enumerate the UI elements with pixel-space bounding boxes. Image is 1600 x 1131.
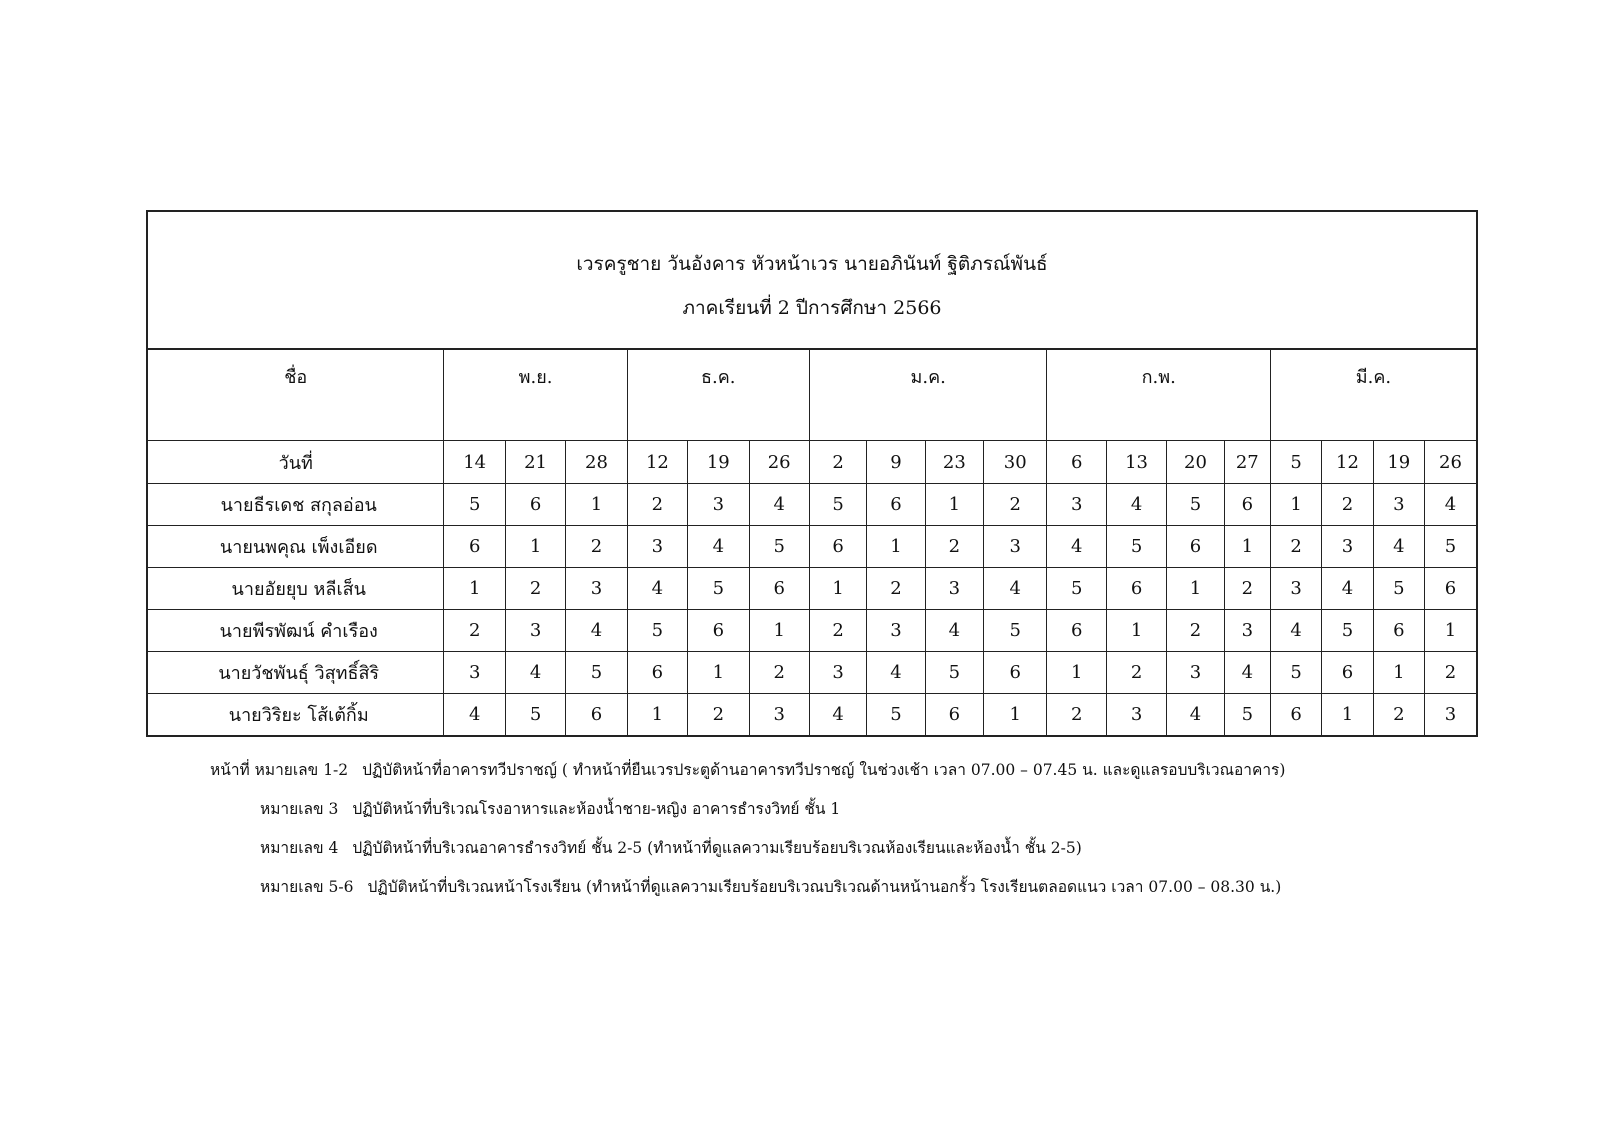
date-cell: 20 (1167, 441, 1224, 484)
duty-number-cell: 2 (627, 484, 687, 526)
duty-number-cell: 3 (688, 484, 749, 526)
note-line-2 (210, 799, 1460, 838)
month-header-row (148, 350, 1476, 441)
table-row (148, 694, 1476, 736)
note-line-4 (210, 877, 1460, 916)
duty-number-cell: 1 (444, 568, 505, 610)
duty-number-cell: 3 (749, 694, 809, 736)
duty-number-cell: 1 (1106, 610, 1166, 652)
duty-number-cell: 1 (627, 694, 687, 736)
duty-number-cell: 3 (627, 526, 687, 568)
duty-number-cell: 6 (1106, 568, 1166, 610)
date-cell: 26 (749, 441, 809, 484)
duty-number-cell: 2 (688, 694, 749, 736)
duty-number-cell: 5 (984, 610, 1047, 652)
note-text-4: ปฏิบัติหน้าที่บริเวณหน้าโรงเรียน (ทำหน้าที่ดูแลความเรียบร้อยบริเวณบริเวณด้านหน้านอกรั้ว โรงเรียนตลอดแนว เวลา 07.00 – 08.30 น.) (367, 878, 1282, 896)
duty-number-cell: 3 (1270, 568, 1321, 610)
duty-number-cell: 4 (1322, 568, 1373, 610)
duty-number-cell: 5 (688, 568, 749, 610)
duty-number-cell: 3 (1373, 484, 1424, 526)
duty-number-cell: 1 (749, 610, 809, 652)
duty-number-cell: 4 (505, 652, 565, 694)
duty-number-cell: 2 (925, 526, 983, 568)
date-cell: 9 (867, 441, 925, 484)
roster-title: เวรครูชาย วันอังคาร หัวหน้าเวร นายอภินันท์ ฐิติภรณ์พันธ์ (576, 253, 1048, 275)
date-cell: 5 (1270, 441, 1321, 484)
duty-number-cell: 2 (1224, 568, 1270, 610)
duty-number-cell: 5 (1224, 694, 1270, 736)
table-row (148, 484, 1476, 526)
date-cell: 28 (566, 441, 627, 484)
duty-number-cell: 6 (1167, 526, 1224, 568)
duty-number-cell: 6 (1270, 694, 1321, 736)
duty-number-cell: 3 (566, 568, 627, 610)
duty-number-cell: 2 (867, 568, 925, 610)
duty-number-cell: 3 (984, 526, 1047, 568)
duty-number-cell: 1 (984, 694, 1047, 736)
duty-number-cell: 3 (505, 610, 565, 652)
duty-number-cell: 2 (444, 610, 505, 652)
duty-number-cell: 1 (809, 568, 866, 610)
date-cell: 27 (1224, 441, 1270, 484)
duty-number-cell: 2 (749, 652, 809, 694)
person-name: นายพีรพัฒน์ คำเรือง (148, 610, 444, 652)
duty-number-cell: 4 (1373, 526, 1424, 568)
duty-number-cell: 6 (1322, 652, 1373, 694)
date-cell: 13 (1106, 441, 1166, 484)
duty-number-cell: 4 (809, 694, 866, 736)
duty-number-cell: 3 (444, 652, 505, 694)
roster-title-block (148, 212, 1476, 350)
duty-number-cell: 5 (867, 694, 925, 736)
duty-number-cell: 4 (444, 694, 505, 736)
person-name: นายธีรเดช สกุลอ่อน (148, 484, 444, 526)
duty-number-cell: 1 (688, 652, 749, 694)
duty-number-cell: 1 (1047, 652, 1106, 694)
duty-number-cell: 6 (627, 652, 687, 694)
duty-number-cell: 3 (1424, 694, 1476, 736)
duty-number-cell: 5 (749, 526, 809, 568)
duty-number-cell: 4 (925, 610, 983, 652)
duty-number-cell: 5 (1373, 568, 1424, 610)
duty-number-cell: 3 (1224, 610, 1270, 652)
duty-number-cell: 6 (1224, 484, 1270, 526)
date-header-row (148, 441, 1476, 484)
duty-number-cell: 1 (1224, 526, 1270, 568)
duty-number-cell: 2 (1424, 652, 1476, 694)
duty-number-cell: 4 (688, 526, 749, 568)
duty-number-cell: 3 (1047, 484, 1106, 526)
note-label-4: หมายเลข 5-6 (260, 878, 354, 896)
duty-number-cell: 4 (1167, 694, 1224, 736)
duty-number-cell: 6 (867, 484, 925, 526)
duty-number-cell: 5 (1322, 610, 1373, 652)
duty-number-cell: 6 (809, 526, 866, 568)
duty-number-cell: 5 (1424, 526, 1476, 568)
duty-number-cell: 2 (1167, 610, 1224, 652)
date-cell: 21 (505, 441, 565, 484)
duty-number-cell: 6 (1373, 610, 1424, 652)
date-cell: 2 (809, 441, 866, 484)
note-text-2: ปฏิบัติหน้าที่บริเวณโรงอาหารและห้องน้ำชาย-หญิง อาคารธำรงวิทย์ ชั้น 1 (352, 800, 841, 818)
duty-number-cell: 5 (1047, 568, 1106, 610)
duty-number-cell: 1 (1373, 652, 1424, 694)
duty-number-cell: 3 (1167, 652, 1224, 694)
duty-number-cell: 5 (1106, 526, 1166, 568)
duty-number-cell: 2 (1047, 694, 1106, 736)
duty-number-cell: 1 (925, 484, 983, 526)
duty-number-cell: 4 (867, 652, 925, 694)
month-header-mar: มี.ค. (1270, 350, 1476, 441)
duty-number-cell: 1 (1167, 568, 1224, 610)
duty-roster-table (148, 350, 1476, 735)
note-line-3 (210, 838, 1460, 877)
duty-number-cell: 2 (1270, 526, 1321, 568)
duty-number-cell: 1 (1424, 610, 1476, 652)
date-column-header: วันที่ (148, 441, 444, 484)
duty-number-cell: 2 (566, 526, 627, 568)
duty-number-cell: 2 (809, 610, 866, 652)
person-name: นายวิริยะ โส้เต้กิ้ม (148, 694, 444, 736)
person-name: นายวัชพันธุ์ วิสุทธิ์สิริ (148, 652, 444, 694)
month-header-jan: ม.ค. (809, 350, 1047, 441)
duty-number-cell: 1 (867, 526, 925, 568)
duty-number-cell: 6 (444, 526, 505, 568)
duty-number-cell: 5 (444, 484, 505, 526)
duty-number-cell: 1 (1322, 694, 1373, 736)
roster-subtitle: ภาคเรียนที่ 2 ปีการศึกษา 2566 (682, 297, 942, 319)
person-name: นายอัยยุบ หลีเส็น (148, 568, 444, 610)
note-text-3: ปฏิบัติหน้าที่บริเวณอาคารธำรงวิทย์ ชั้น 2-5 (ทำหน้าที่ดูแลความเรียบร้อยบริเวณห้องเรียนและห้องน้ำ ชั้น 2-5) (352, 839, 1082, 857)
duty-number-cell: 2 (984, 484, 1047, 526)
table-row (148, 652, 1476, 694)
duty-number-cell: 1 (1270, 484, 1321, 526)
duty-number-cell: 4 (749, 484, 809, 526)
duty-number-cell: 5 (566, 652, 627, 694)
month-header-nov: พ.ย. (444, 350, 627, 441)
date-cell: 19 (688, 441, 749, 484)
duty-number-cell: 2 (505, 568, 565, 610)
table-row (148, 568, 1476, 610)
duty-number-cell: 3 (1106, 694, 1166, 736)
duty-number-cell: 5 (809, 484, 866, 526)
table-row (148, 526, 1476, 568)
name-column-header: ชื่อ (148, 350, 444, 441)
duty-number-cell: 6 (925, 694, 983, 736)
note-label-2: หมายเลข 3 (260, 800, 339, 818)
duty-number-cell: 4 (1047, 526, 1106, 568)
duty-number-cell: 6 (505, 484, 565, 526)
duty-number-cell: 4 (566, 610, 627, 652)
date-cell: 30 (984, 441, 1047, 484)
duty-number-cell: 4 (1224, 652, 1270, 694)
month-header-feb: ก.พ. (1047, 350, 1270, 441)
note-label-3: หมายเลข 4 (260, 839, 339, 857)
person-name: นายนพคุณ เพ็งเอียด (148, 526, 444, 568)
note-line-1 (210, 760, 1460, 799)
duty-number-cell: 1 (505, 526, 565, 568)
duty-number-cell: 4 (1270, 610, 1321, 652)
date-cell: 23 (925, 441, 983, 484)
date-cell: 12 (1322, 441, 1373, 484)
date-cell: 14 (444, 441, 505, 484)
duty-number-cell: 6 (566, 694, 627, 736)
duty-number-cell: 6 (749, 568, 809, 610)
duty-number-cell: 6 (984, 652, 1047, 694)
duty-number-cell: 3 (1322, 526, 1373, 568)
date-cell: 26 (1424, 441, 1476, 484)
duty-notes (210, 760, 1460, 916)
duty-number-cell: 5 (925, 652, 983, 694)
table-row (148, 610, 1476, 652)
date-cell: 6 (1047, 441, 1106, 484)
duty-number-cell: 6 (1047, 610, 1106, 652)
duty-number-cell: 2 (1373, 694, 1424, 736)
duty-number-cell: 6 (688, 610, 749, 652)
duty-number-cell: 5 (1167, 484, 1224, 526)
note-text-1: ปฏิบัติหน้าที่อาคารทวีปราชญ์ ( ทำหน้าที่ยืนเวรประตูด้านอาคารทวีปราชญ์ ในช่วงเช้า เวลา 07.00 – 07.45 น. และดูแลรอบบริเวณอาคาร) (362, 761, 1286, 779)
duty-number-cell: 3 (867, 610, 925, 652)
duty-number-cell: 3 (925, 568, 983, 610)
date-cell: 12 (627, 441, 687, 484)
duty-number-cell: 1 (566, 484, 627, 526)
duty-number-cell: 2 (1322, 484, 1373, 526)
duty-number-cell: 2 (1106, 652, 1166, 694)
date-cell: 19 (1373, 441, 1424, 484)
duty-number-cell: 5 (505, 694, 565, 736)
duty-number-cell: 5 (1270, 652, 1321, 694)
note-label-1: หน้าที่ หมายเลข 1-2 (210, 761, 349, 779)
month-header-dec: ธ.ค. (627, 350, 809, 441)
duty-roster-sheet (146, 210, 1478, 737)
duty-number-cell: 4 (627, 568, 687, 610)
duty-number-cell: 5 (627, 610, 687, 652)
duty-number-cell: 4 (1106, 484, 1166, 526)
duty-number-cell: 4 (1424, 484, 1476, 526)
duty-number-cell: 6 (1424, 568, 1476, 610)
duty-number-cell: 3 (809, 652, 866, 694)
duty-number-cell: 4 (984, 568, 1047, 610)
